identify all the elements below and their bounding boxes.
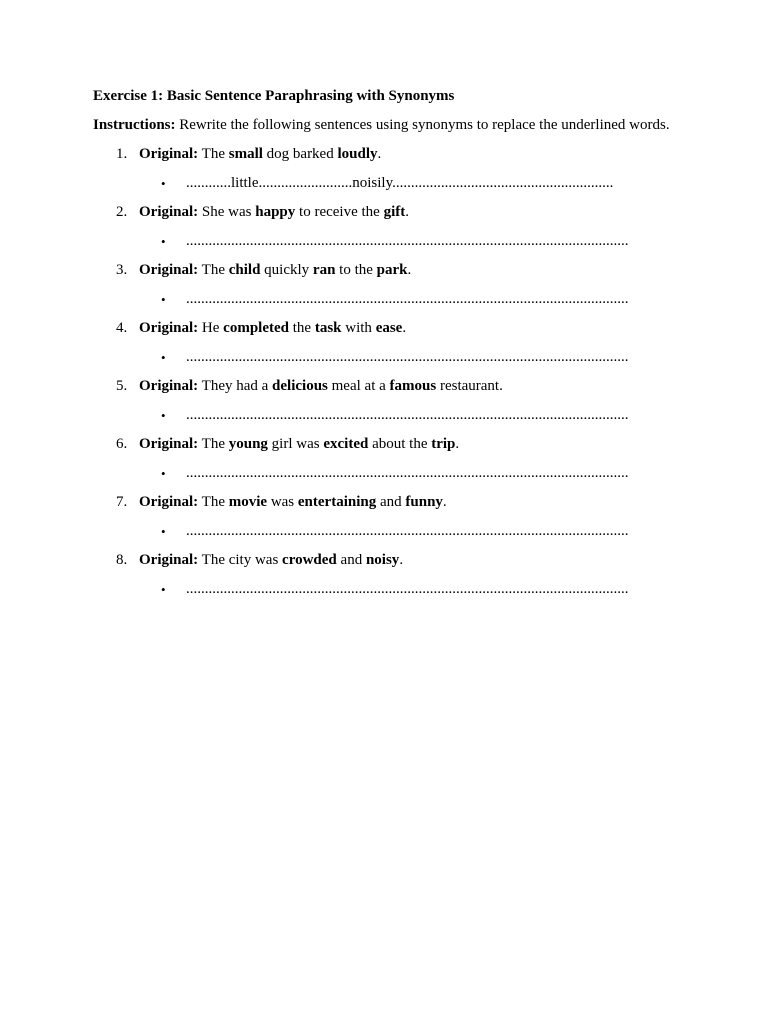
item-number: 6.: [116, 436, 128, 452]
answer-line[interactable]: [93, 464, 673, 483]
sentence-text: restaurant.: [436, 378, 503, 394]
sentence-text: .: [377, 146, 382, 162]
instructions-label: Instructions:: [93, 117, 176, 133]
answer-text: ......................................................................................................................: [186, 581, 629, 597]
sentence-text: the: [289, 320, 315, 336]
highlighted-word: entertaining: [297, 494, 377, 510]
original-label: Original:: [139, 436, 199, 452]
instructions: [93, 116, 673, 135]
highlighted-word: ease: [375, 320, 403, 336]
sentence-text: The city was: [198, 552, 283, 568]
answer-line[interactable]: [93, 290, 673, 309]
sentence-text: meal at a: [327, 378, 390, 394]
answer-line[interactable]: [93, 406, 673, 425]
answer-text: ......................................................................................................................: [186, 291, 629, 307]
original-sentence: [93, 377, 673, 396]
original-sentence: [93, 551, 673, 570]
original-sentence: [93, 261, 673, 280]
sentence-text: The: [198, 436, 229, 452]
item-number: 4.: [116, 320, 128, 336]
answer-text: ......................................................................................................................: [186, 523, 629, 539]
highlighted-word: gift: [383, 204, 406, 220]
highlighted-word: loudly: [337, 146, 378, 162]
answer-line[interactable]: [93, 348, 673, 367]
highlighted-word: park: [376, 262, 408, 278]
sentence-text: He: [198, 320, 224, 336]
highlighted-word: movie: [228, 494, 268, 510]
sentence-text: .: [407, 262, 412, 278]
answer-line[interactable]: [93, 522, 673, 541]
sentence-text: dog barked: [262, 146, 338, 162]
answer-text: ............little.........................noisily...........................................................: [186, 175, 614, 191]
bullet-icon: •: [161, 234, 166, 249]
bullet-icon: •: [161, 292, 166, 307]
sentence-text: to receive the: [295, 204, 384, 220]
sentence-text: and: [336, 552, 366, 568]
sentence-text: about the: [368, 436, 432, 452]
sentence-text: was: [267, 494, 298, 510]
original-label: Original:: [139, 262, 199, 278]
sentence-text: The: [198, 146, 229, 162]
original-sentence: [93, 145, 673, 164]
answer-text: ......................................................................................................................: [186, 349, 629, 365]
highlighted-word: ran: [312, 262, 336, 278]
list-item: [93, 493, 673, 541]
original-label: Original:: [139, 552, 199, 568]
list-item: [93, 145, 673, 193]
highlighted-word: delicious: [272, 378, 328, 394]
item-number: 5.: [116, 378, 128, 394]
answer-line[interactable]: [93, 580, 673, 599]
original-label: Original:: [139, 204, 199, 220]
sentence-text: .: [402, 320, 407, 336]
sentence-text: They had a: [198, 378, 273, 394]
bullet-icon: •: [161, 466, 166, 481]
sentence-text: The: [198, 262, 229, 278]
sentence-text: quickly: [260, 262, 313, 278]
sentence-text: .: [405, 204, 409, 220]
original-sentence: [93, 493, 673, 512]
worksheet-page: [93, 86, 673, 609]
list-item: [93, 551, 673, 599]
highlighted-word: funny: [405, 494, 443, 510]
highlighted-word: completed: [223, 320, 289, 336]
highlighted-word: trip: [431, 436, 456, 452]
original-sentence: [93, 435, 673, 454]
sentence-text: .: [442, 494, 447, 510]
original-label: Original:: [139, 494, 199, 510]
highlighted-word: excited: [323, 436, 369, 452]
exercise-list: [93, 145, 673, 599]
highlighted-word: crowded: [282, 552, 337, 568]
answer-line[interactable]: [93, 232, 673, 251]
original-label: Original:: [139, 378, 199, 394]
item-number: 1.: [116, 146, 128, 162]
item-number: 3.: [116, 262, 128, 278]
exercise-title: Exercise 1: Basic Sentence Paraphrasing with Synonyms: [93, 88, 455, 104]
bullet-icon: •: [161, 408, 166, 423]
item-number: 2.: [116, 204, 128, 220]
bullet-icon: •: [161, 176, 166, 191]
highlighted-word: child: [228, 262, 261, 278]
answer-text: ......................................................................................................................: [186, 233, 629, 249]
original-label: Original:: [139, 320, 199, 336]
sentence-text: and: [376, 494, 406, 510]
sentence-text: girl was: [267, 436, 324, 452]
item-number: 8.: [116, 552, 128, 568]
original-sentence: [93, 203, 673, 222]
sentence-text: The: [198, 494, 229, 510]
answer-line[interactable]: [93, 174, 673, 193]
highlighted-word: small: [228, 146, 263, 162]
sentence-text: .: [455, 436, 460, 452]
bullet-icon: •: [161, 524, 166, 539]
sentence-text: to the: [335, 262, 377, 278]
highlighted-word: famous: [389, 378, 437, 394]
bullet-icon: •: [161, 582, 166, 597]
list-item: [93, 377, 673, 425]
sentence-text: .: [399, 552, 404, 568]
original-label: Original:: [139, 146, 199, 162]
list-item: [93, 435, 673, 483]
sentence-text: with: [341, 320, 376, 336]
answer-text: ......................................................................................................................: [186, 407, 629, 423]
highlighted-word: noisy: [365, 552, 400, 568]
highlighted-word: happy: [255, 204, 296, 220]
instructions-text: Rewrite the following sentences using synonyms to replace the underlined words.: [175, 117, 670, 133]
answer-text: ......................................................................................................................: [186, 465, 629, 481]
original-sentence: [93, 319, 673, 338]
list-item: [93, 203, 673, 251]
highlighted-word: young: [228, 436, 268, 452]
list-item: [93, 261, 673, 309]
list-item: [93, 319, 673, 367]
sentence-text: She was: [198, 204, 256, 220]
bullet-icon: •: [161, 350, 166, 365]
item-number: 7.: [116, 494, 128, 510]
highlighted-word: task: [314, 320, 342, 336]
